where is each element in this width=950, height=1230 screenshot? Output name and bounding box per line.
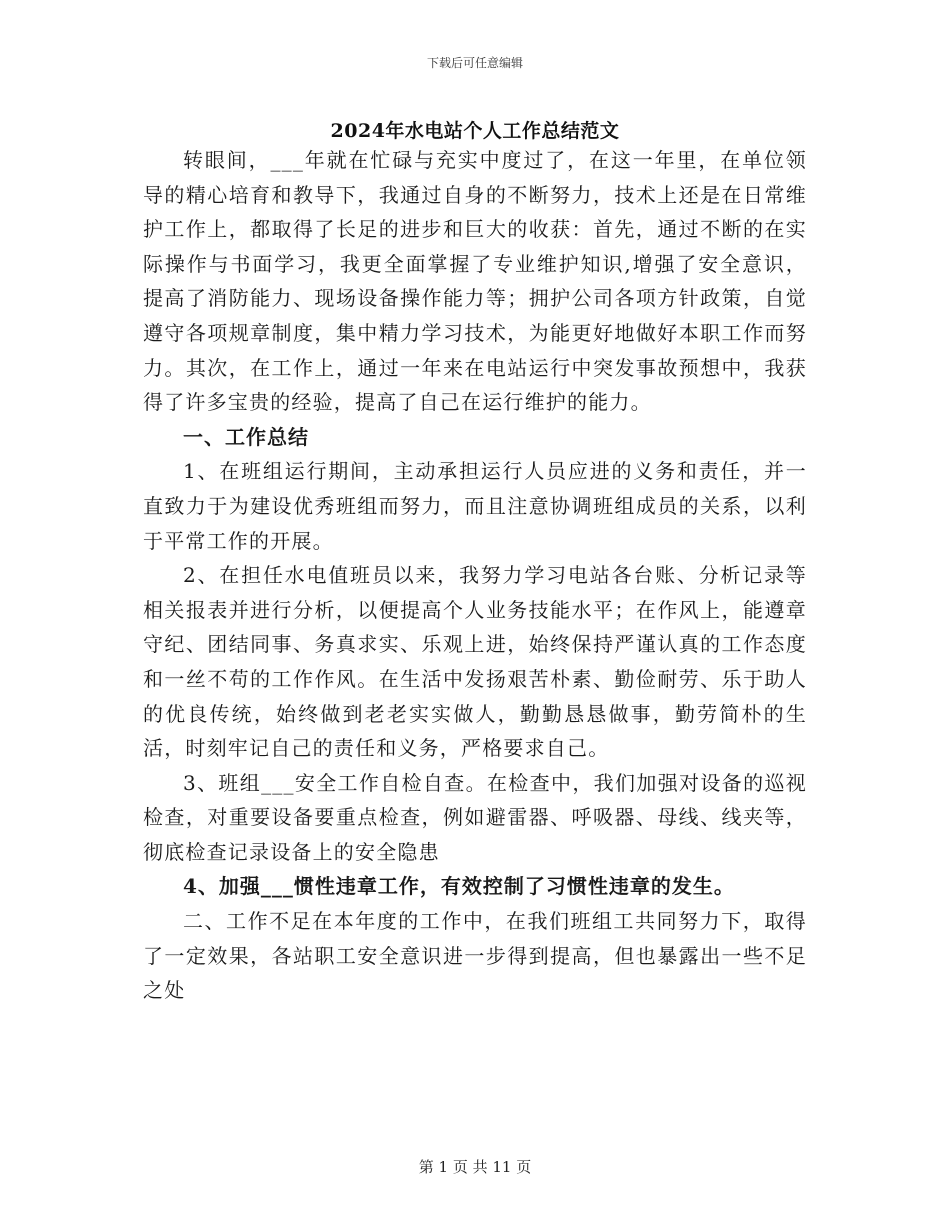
summary-item-4: 4、加强___惯性违章工作，有效控制了习惯性违章的发生。 — [183, 874, 735, 899]
summary-item-2: 2、在担任水电值班员以来，我努力学习电站各台账、分析记录等相关报表并进行分析，以便提高个人业务技能水平；在作风上，能遵章守纪、团结同事、务真求实、乐观上进，始终保持严谨认真的工作态度和一丝不苟的工作作风。在生活中发扬艰苦朴素、勤俭耐劳、乐于助人的优良传统，始终做到老老实实做人，勤勤恳恳做事，勤劳简朴的生活，时刻牢记自己的责任和义务，严格要求自己。 — [143, 563, 807, 761]
header-note: 下载后可任意编辑 — [426, 56, 523, 70]
summary-item-3: 3、班组___安全工作自检自查。在检查中，我们加强对设备的巡视检查，对重要设备要重点检查，例如避雷器、呼吸器、母线、线夹等，彻底检查记录设备上的安全隐患 — [143, 770, 807, 864]
section-heading-work-summary: 一、工作总结 — [183, 424, 309, 449]
document-body — [143, 143, 807, 1008]
page-footer: 第 1 页 共 11 页 — [418, 1158, 532, 1176]
intro-paragraph: 转眼间，___年就在忙碌与充实中度过了，在这一年里，在单位领导的精心培育和教导下，我通过自身的不断努力，技术上还是在日常维护工作上，都取得了长足的进步和巨大的收获：首先，通过不断的在实际操作与书面学习，我更全面掌握了专业维护知识,增强了安全意识，提高了消防能力、现场设备操作能力等；拥护公司各项方针政策，自觉遵守各项规章制度，集中精力学习技术，为能更好地做好本职工作而努力。其次，在工作上，通过一年来在电站运行中突发事故预想中，我获得了许多宝贵的经验，提高了自己在运行维护的能力。 — [143, 148, 807, 415]
document-title: 2024年水电站个人工作总结范文 — [330, 120, 620, 142]
shortcomings-paragraph: 二、工作不足在本年度的工作中，在我们班组工共同努力下，取得了一定效果，各站职工安全意识进一步得到提高，但也暴露出一些不足之处 — [143, 909, 807, 1003]
summary-item-1: 1、在班组运行期间，主动承担运行人员应进的义务和责任，并一直致力于为建设优秀班组而努力，而且注意协调班组成员的关系，以利于平常工作的开展。 — [143, 459, 807, 553]
